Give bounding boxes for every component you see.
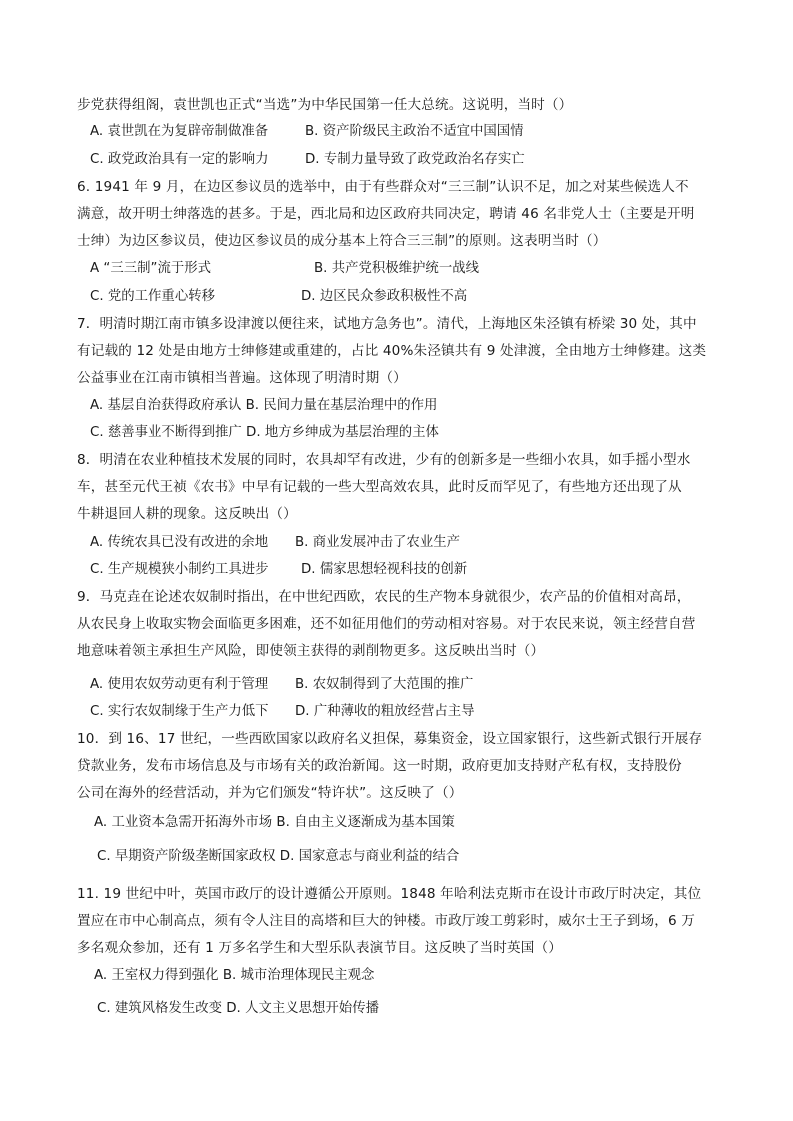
q10-options-ab: A. 工业资本急需开拓海外市场 B. 自由主义逐渐成为基本国策	[94, 815, 455, 830]
q9-option-d: D. 广种薄收的粗放经营占主导	[295, 704, 475, 719]
q5-option-c: C. 政党政治具有一定的影响力	[90, 152, 269, 167]
q5-option-b: B. 资产阶级民主政治不适宜中国国情	[305, 124, 524, 139]
q9-options-row-1	[90, 675, 473, 695]
q8-option-b: B. 商业发展冲击了农业生产	[295, 535, 460, 550]
q11-stem-line-2: 置应在市中心制高点，须有令人注目的高塔和巨大的钟楼。市政厅竣工剪彩时，威尔士王子到场，6 万	[77, 913, 695, 929]
q10-stem-line-3: 公司在海外的经营活动，并为它们颁发“特许状”。这反映了（）	[77, 785, 463, 801]
q9-stem-line-2: 从农民身上收取实物会面临更多困难，还不如征用他们的劳动相对容易。对于农民来说，领主经营自营	[77, 616, 696, 632]
q11-options-cd: C. 建筑风格发生改变 D. 人文主义思想开始传播	[97, 1001, 379, 1016]
q11-stem-line-3: 多名观众参加，还有 1 万多名学生和大型乐队表演节目。这反映了当时英国（）	[77, 940, 563, 956]
q6-option-a: A “三三制”流于形式	[90, 261, 212, 276]
q11-options-ab: A. 王室权力得到强化 B. 城市治理体现民主观念	[94, 968, 375, 983]
q7-options-ab: A. 基层自治获得政府承认 B. 民间力量在基层治理中的作用	[90, 398, 438, 413]
q6-option-d: D. 边区民众参政积极性不高	[301, 289, 468, 304]
q7-options-cd: C. 慈善事业不断得到推广 D. 地方乡绅成为基层治理的主体	[90, 425, 439, 440]
q5-stem-line-1: 步党获得组阁，袁世凯也正式“当选”为中华民国第一任大总统。这说明，当时（）	[77, 97, 573, 113]
q7-stem-line-3: 公益事业在江南市镇相当普遍。这体现了明清时期（）	[77, 370, 407, 386]
q10-stem-line-1: 10．到 16、17 世纪，一些西欧国家以政府名义担保，募集资金，设立国家银行，这些新式银行开展存	[77, 731, 703, 747]
q7-stem-line-2: 有记载的 12 处是由地方士绅修建或重建的，占比 40%朱泾镇共有 9 处津渡，全由地方士绅修建。这类	[77, 343, 707, 359]
q6-options-row-1	[90, 259, 479, 279]
q10-options-cd: C. 早期资产阶级垄断国家政权 D. 国家意志与商业利益的结合	[97, 849, 460, 864]
q6-stem-line-2: 满意，故开明士绅落选的甚多。于是，西北局和边区政府共同决定，聘请 46 名非党人士（主要是开明	[77, 206, 695, 222]
q5-option-d: D. 专制力量导致了政党政治名存实亡	[305, 152, 525, 167]
q7-stem-line-1: 7．明清时期江南市镇多设津渡以便往来，试地方急务也”。清代，上海地区朱泾镇有桥梁 30 处，其中	[77, 316, 697, 332]
q9-option-c: C. 实行农奴制缘于生产力低下	[90, 704, 269, 719]
q9-options-row-2	[90, 702, 475, 722]
q6-option-c: C. 党的工作重心转移	[90, 289, 215, 304]
q6-stem-line-1: 6. 1941 年 9 月，在边区参议员的选举中，由于有些群众对“三三制”认识不足，加之对某些候选人不	[77, 179, 689, 195]
q10-stem-line-2: 贷款业务，发布市场信息及与市场有关的政治新闻。这一时期，政府更加支持财产私有权，支持股份	[77, 758, 682, 774]
q6-option-b: B. 共产党积极维护统一战线	[314, 261, 479, 276]
q8-options-row-2	[90, 560, 467, 580]
q11-stem-line-1: 11. 19 世纪中叶，英国市政厅的设计遵循公开原则。1848 年哈利法克斯市在设计市政厅时决定，其位	[77, 886, 702, 902]
q5-options-row-1	[90, 122, 524, 142]
q8-stem-line-3: 牛耕退回人耕的现象。这反映出（）	[77, 506, 297, 522]
q6-options-row-2	[90, 287, 467, 307]
q8-stem-line-1: 8．明清在农业种植技术发展的同时，农具却罕有改进，少有的创新多是一些细小农具，如手摇小型水	[77, 452, 691, 468]
q5-option-a: A. 袁世凯在为复辟帝制做准备	[90, 124, 269, 139]
q8-option-a: A. 传统农具已没有改进的余地	[90, 535, 269, 550]
q9-stem-line-1: 9．马克垚在论述农奴制时指出，在中世纪西欧，农民的生产物本身就很少，农产品的价值相对高昂，	[77, 589, 691, 605]
q8-option-c: C. 生产规模狭小制约工具进步	[90, 562, 269, 577]
q9-option-b: B. 农奴制得到了大范围的推广	[295, 677, 474, 692]
q9-stem-line-3: 地意味着领主承担生产风险，即使领主获得的剥削物更多。这反映出当时（）	[77, 643, 545, 659]
q9-option-a: A. 使用农奴劳动更有利于管理	[90, 677, 269, 692]
q8-stem-line-2: 车，甚至元代王祯《农书》中早有记载的一些大型高效农具，此时反而罕见了，有些地方还出现了从	[77, 479, 682, 495]
q8-options-row-1	[90, 533, 460, 553]
q6-stem-line-3: 士绅）为边区参议员，使边区参议员的成分基本上符合三三制”的原则。这表明当时（）	[77, 233, 607, 249]
q5-options-row-2	[90, 150, 525, 170]
q8-option-d: D. 儒家思想轻视科技的创新	[301, 562, 468, 577]
